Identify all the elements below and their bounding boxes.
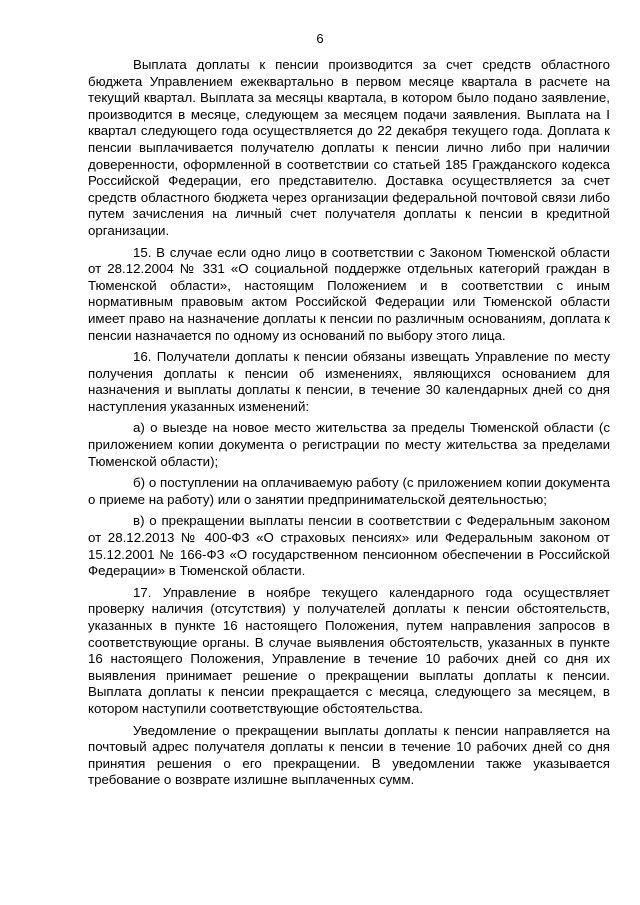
paragraph-15: 15. В случае если одно лицо в соответствии с Законом Тюменской области от 28.12.2004 № 331 «О социальной поддержке отдельных категорий граждан в Тюменской области», настоящим Положением и в соответствии с иным нормативным правовым актом Российской Федерации или Тюменской области имеет право на назначение доплаты к пенсии по различным основаниям, доплата к пенсии назначается по одному из оснований по выбору этого лица.	[88, 244, 610, 343]
document-body	[88, 57, 610, 794]
paragraph-16-v: в) о прекращении выплаты пенсии в соответствии с Федеральным законом от 28.12.2013 № 400-ФЗ «О страховых пенсиях» или Федеральным законом от 15.12.2001 № 166-ФЗ «О государственном пенсионном обеспечении в Российской Федерации» в Тюменской области.	[88, 513, 610, 579]
paragraph-16-a: а) о выезде на новое место жительства за пределы Тюменской области (с приложением копии документа о регистрации по месту жительства за пределами Тюменской области);	[88, 420, 610, 469]
paragraph-17: 17. Управление в ноябре текущего календарного года осуществляет проверку наличия (отсутствия) у получателей доплаты к пенсии обстоятельств, указанных в пункте 16 настоящего Положения, путем направления запросов в соответствующие органы. В случае выявления обстоятельств, указанных в пункте 16 настоящего Положения, Управление в течение 10 рабочих дней со дня их выявления принимает решение о прекращении выплаты доплаты к пенсии. Выплата доплаты к пенсии прекращается с месяца, следующего за месяцем, в котором наступили соответствующие обстоятельства.	[88, 584, 610, 716]
paragraph-16: 16. Получатели доплаты к пенсии обязаны извещать Управление по месту получения доплаты к пенсии об изменениях, являющихся основанием для назначения и выплаты доплаты к пенсии, в течение 30 календарных дней со дня наступления указанных изменений:	[88, 349, 610, 414]
paragraph-16-b: б) о поступлении на оплачиваемую работу (с приложением копии документа о приеме на работу) или о занятии предпринимательской деятельностью;	[88, 475, 610, 507]
paragraph-termination-notice: Уведомление о прекращении выплаты доплаты к пенсии направляется на почтовый адрес получателя доплаты к пенсии в течение 10 рабочих дней со дня принятия решения о его прекращении. В уведомлении также указывается требование о возврате излишне выплаченных сумм.	[88, 722, 610, 788]
page-number: 6	[316, 31, 324, 46]
paragraph-payment-procedure: Выплата доплаты к пенсии производится за счет средств областного бюджета Управлением ежеквартально в первом месяце квартала в расчете на текущий квартал. Выплата за месяцы квартала, в котором было подано заявление, производится в месяце, следующем за месяцем подачи заявления. Выплата на I квартал следующего года осуществляется до 22 декабря текущего года. Доплата к пенсии выплачивается получателю доплаты к пенсии лично либо при наличии доверенности, оформленной в соответствии со статьей 185 Гражданского кодекса Российской Федерации, его представителю. Доставка осуществляется за счет средств областного бюджета через организации федеральной почтовой связи либо путем зачисления на личный счет получателя доплаты к пенсии в кредитной организации.	[88, 57, 610, 238]
